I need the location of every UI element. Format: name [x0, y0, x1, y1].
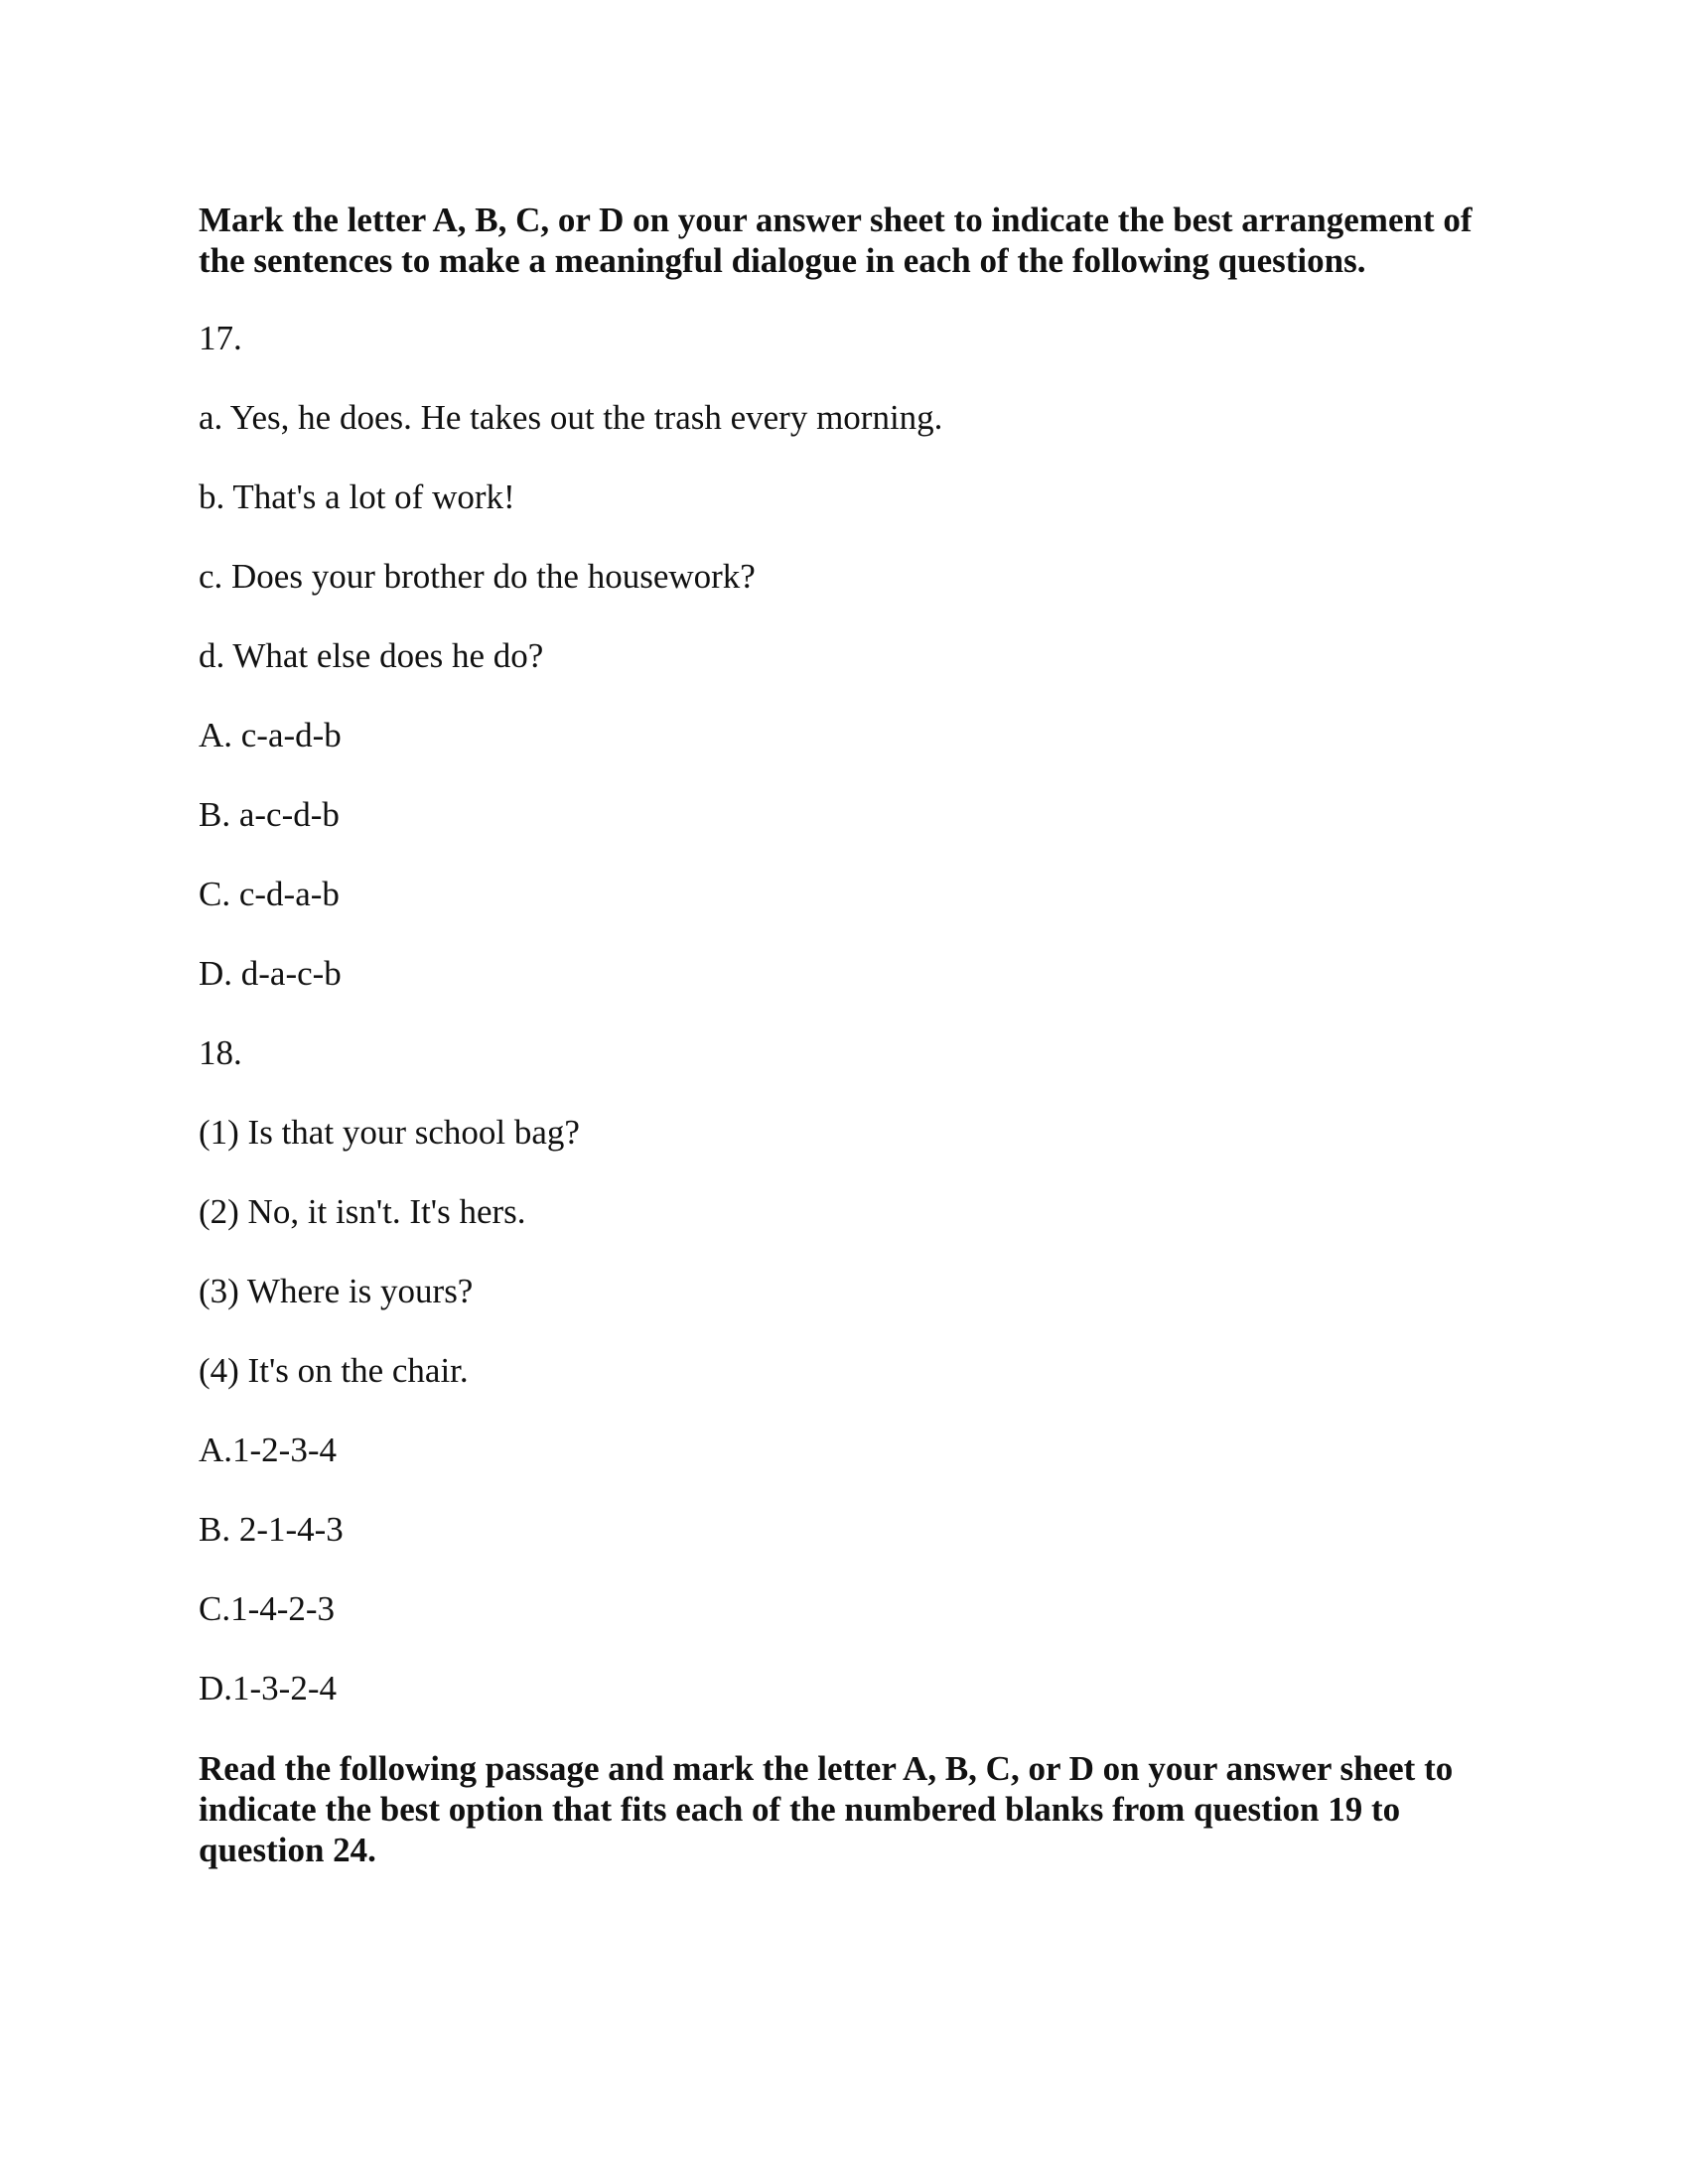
- question-17-sentence-c: c. Does your brother do the housework?: [199, 557, 756, 596]
- question-17-number: 17.: [199, 319, 242, 357]
- question-18-sentence-3: (3) Where is yours?: [199, 1272, 474, 1310]
- question-17-sentence-b: b. That's a lot of work!: [199, 478, 515, 516]
- question-18-option-d: D.1-3-2-4: [199, 1669, 337, 1707]
- question-17-option-d: D. d-a-c-b: [199, 954, 342, 993]
- question-18-option-b: B. 2-1-4-3: [199, 1510, 344, 1549]
- question-18-option-c: C.1-4-2-3: [199, 1589, 336, 1628]
- instruction-reading-passage: Read the following passage and mark the letter A, B, C, or D on your answer sheet to indicate the best option that fits each of the numbered blanks from question 19 to question 24.: [199, 1749, 1454, 1869]
- question-18-number: 18.: [199, 1033, 242, 1072]
- question-17-option-a: A. c-a-d-b: [199, 716, 342, 754]
- question-17-sentence-a: a. Yes, he does. He takes out the trash every morning.: [199, 398, 943, 437]
- instruction-dialogue-arrangement: Mark the letter A, B, C, or D on your answer sheet to indicate the best arrangement of the sentences to make a meaningful dialogue in each of the following questions.: [199, 201, 1473, 280]
- question-18-sentence-2: (2) No, it isn't. It's hers.: [199, 1192, 526, 1231]
- question-18-sentence-4: (4) It's on the chair.: [199, 1351, 469, 1390]
- question-17-option-b: B. a-c-d-b: [199, 795, 340, 834]
- question-17-option-c: C. c-d-a-b: [199, 875, 340, 913]
- question-18-option-a: A.1-2-3-4: [199, 1431, 337, 1469]
- question-17-sentence-d: d. What else does he do?: [199, 636, 544, 675]
- question-18-sentence-1: (1) Is that your school bag?: [199, 1113, 580, 1152]
